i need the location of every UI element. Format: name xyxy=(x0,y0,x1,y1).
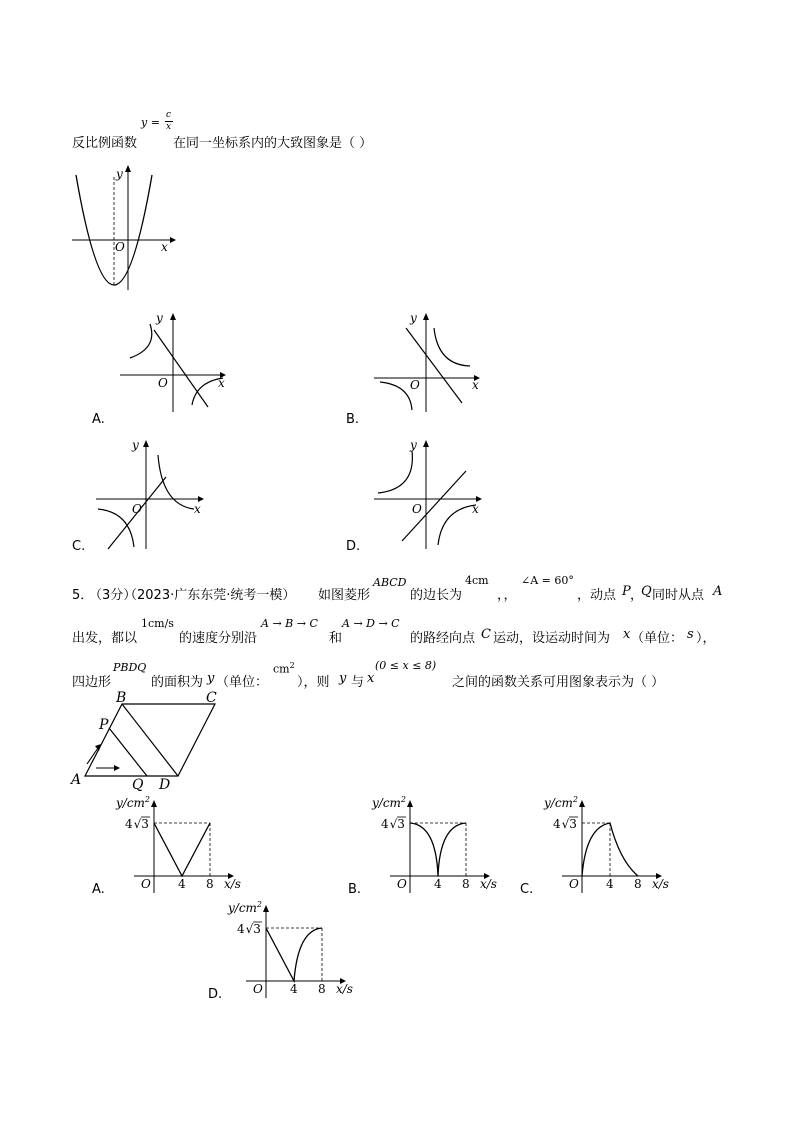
hyperbola-branch-upper xyxy=(130,324,152,358)
q5-comma: ， xyxy=(630,588,644,603)
hyperbola-branch-lower xyxy=(380,382,412,410)
q5-pbdq: PBDQ xyxy=(113,661,147,674)
y-axis-arrow xyxy=(579,800,585,807)
q5-angle: ∠A = 60° xyxy=(521,574,574,587)
hyperbola-branch-lower xyxy=(438,505,476,545)
q5-text-1: 如图菱形 xyxy=(318,588,371,603)
q5-y-2: y xyxy=(339,671,347,686)
q5-option-a-graph xyxy=(110,795,255,895)
q4-option-d-label[interactable]: D. xyxy=(346,539,361,554)
x-axis-arrow xyxy=(170,237,176,243)
x-axis-label: x/s xyxy=(480,877,497,891)
point-q: Q xyxy=(132,777,144,793)
x-axis-label: x/s xyxy=(224,877,241,891)
hyperbola-branch-upper xyxy=(434,328,470,366)
vertex-d: D xyxy=(159,777,171,793)
q5-abcd: ABCD xyxy=(373,576,407,589)
q4-option-a-graph xyxy=(118,310,230,412)
origin-label: O xyxy=(397,877,407,891)
q5-path2: A → D → C xyxy=(342,617,400,630)
q5-x: x xyxy=(623,627,631,642)
hyperbola-branch-lower xyxy=(98,509,134,547)
tick-4: 4 xyxy=(290,982,298,996)
q5-line2-text-5: 运动，设运动时间为 xyxy=(493,631,611,646)
hyperbola-branch-upper xyxy=(378,451,412,493)
q4-formula-y: y = xyxy=(141,116,160,129)
q4-option-c-label[interactable]: C. xyxy=(72,539,86,554)
tick-4: 4 xyxy=(178,877,186,891)
q5-line2-text-6: （单位： xyxy=(631,631,684,646)
y-axis-arrow xyxy=(125,165,131,172)
q5-line3-text-3: （单位： xyxy=(216,675,269,690)
origin-label: O xyxy=(115,240,125,254)
q5-y: y xyxy=(207,671,215,686)
x-label: x xyxy=(472,378,479,392)
q5-p: P xyxy=(622,584,631,599)
y-value-label: 4√3 xyxy=(125,817,149,831)
y-axis-arrow xyxy=(407,800,413,807)
q5-cm-sup: 2 xyxy=(289,661,295,670)
x-axis-label: x/s xyxy=(652,877,669,891)
q4-option-b-graph xyxy=(372,310,484,412)
q5-rhombus-figure xyxy=(68,688,228,793)
tick-8: 8 xyxy=(206,877,214,891)
q5-line3-text-6: 之间的函数关系可用图象表示为（ ） xyxy=(452,675,665,690)
y-axis-label: $y/cm^2$ xyxy=(116,795,151,810)
y-axis-label: $y/cm^2$ xyxy=(544,795,579,810)
y-axis-label: $y/cm^2$ xyxy=(372,795,407,810)
q5-line2-text-7: ）， xyxy=(696,631,716,646)
q4-parabola-graph xyxy=(66,165,176,295)
y-axis-arrow xyxy=(143,440,149,447)
vertex-a: A xyxy=(71,772,82,788)
q5-c: C xyxy=(481,627,491,642)
q5-line3-text-1: 四边形 xyxy=(72,675,112,690)
vertex-c: C xyxy=(206,690,217,706)
y-axis-arrow xyxy=(151,800,157,807)
y-label: y xyxy=(410,311,417,325)
y-label: y xyxy=(116,167,123,181)
q5-speed: 1cm/s xyxy=(141,617,174,630)
function-curve xyxy=(154,823,210,876)
y-value-label: 4√3 xyxy=(553,817,577,831)
q5-cm2 xyxy=(273,661,295,676)
tick-8: 8 xyxy=(462,877,470,891)
q5-line2-text-2: 的速度分别沿 xyxy=(179,631,258,646)
hyperbola-branch-upper xyxy=(158,455,194,509)
q5-s: s xyxy=(687,627,694,642)
q5-text-3: ，， xyxy=(497,588,517,603)
y-value-label: 4√3 xyxy=(381,817,405,831)
q5-option-c-label[interactable]: C. xyxy=(520,882,534,897)
q4-prefix: 反比例函数 xyxy=(72,136,138,151)
q4-option-d-graph xyxy=(372,437,484,549)
q5-option-d-graph xyxy=(222,900,367,1000)
origin-label: O xyxy=(132,502,142,516)
q5-a: A xyxy=(713,584,723,599)
q5-text-4: ，动点 xyxy=(577,588,617,603)
q5-option-b-label[interactable]: B. xyxy=(348,882,362,897)
origin-label: O xyxy=(253,982,263,996)
tick-8: 8 xyxy=(318,982,326,996)
q5-q: Q xyxy=(641,584,652,599)
y-axis-arrow xyxy=(423,313,429,320)
function-curve xyxy=(266,928,322,981)
y-axis-arrow xyxy=(263,905,269,912)
arrow-ad-head xyxy=(114,765,120,771)
q5-line3-text-2: 的面积为 xyxy=(151,675,204,690)
y-axis-arrow xyxy=(170,313,176,320)
x-label: x xyxy=(218,376,225,390)
line-graph xyxy=(154,330,208,407)
q5-option-d-label[interactable]: D. xyxy=(208,987,223,1002)
q4-option-c-graph xyxy=(94,437,206,549)
q4-formula-c: c xyxy=(166,110,172,120)
origin-label: O xyxy=(158,376,168,390)
x-axis-label: x/s xyxy=(336,982,353,996)
q5-cm: cm xyxy=(273,662,290,676)
q5-source: （2023·广东东莞·统考一模） xyxy=(124,588,296,603)
tick-4: 4 xyxy=(606,877,614,891)
q5-number: 5． xyxy=(72,588,94,603)
q5-option-b-graph xyxy=(366,795,511,895)
y-label: y xyxy=(132,438,139,452)
x-label: x xyxy=(194,502,201,516)
q5-text-2: 的边长为 xyxy=(410,588,463,603)
diagonal-bd xyxy=(122,704,178,776)
q4-suffix: 在同一坐标系内的大致图象是（ ） xyxy=(173,136,373,151)
y-axis-label: $y/cm^2$ xyxy=(228,900,263,915)
function-curve xyxy=(410,823,466,876)
q5-text-5: 同时从点 xyxy=(652,588,705,603)
q5-line2-text-3: 和 xyxy=(329,631,343,646)
y-label: y xyxy=(156,311,163,325)
point-p: P xyxy=(99,717,109,733)
q5-line2-text-4: 的路经向点 xyxy=(410,631,476,646)
origin-label: O xyxy=(410,378,420,392)
x-label: x xyxy=(472,502,479,516)
vertex-b: B xyxy=(116,690,127,706)
origin-label: O xyxy=(141,877,151,891)
origin-label: O xyxy=(569,877,579,891)
y-axis-arrow xyxy=(423,440,429,447)
tick-4: 4 xyxy=(434,877,442,891)
q4-formula-x: x xyxy=(166,122,172,132)
q5-option-a-label[interactable]: A. xyxy=(92,882,105,897)
q5-line3-text-4: ），则 xyxy=(297,675,330,690)
q5-line2-text-1: 出发，都以 xyxy=(72,631,138,646)
q4-option-a-label[interactable]: A. xyxy=(92,412,105,427)
tick-8: 8 xyxy=(634,877,642,891)
q5-option-c-graph xyxy=(538,795,683,895)
q4-option-b-label[interactable]: B. xyxy=(346,412,360,427)
q5-score: （3分） xyxy=(89,588,137,603)
y-value-label: 4√3 xyxy=(237,922,261,936)
origin-label: O xyxy=(412,502,422,516)
q5-length: 4cm xyxy=(465,574,489,587)
x-label: x xyxy=(161,240,168,254)
q5-range: (0 ≤ x ≤ 8) xyxy=(375,659,437,672)
q5-path1: A → B → C xyxy=(261,617,318,630)
q5-line3-text-5: 与 xyxy=(351,675,365,690)
y-label: y xyxy=(410,438,417,452)
q5-x-2: x xyxy=(367,671,375,686)
